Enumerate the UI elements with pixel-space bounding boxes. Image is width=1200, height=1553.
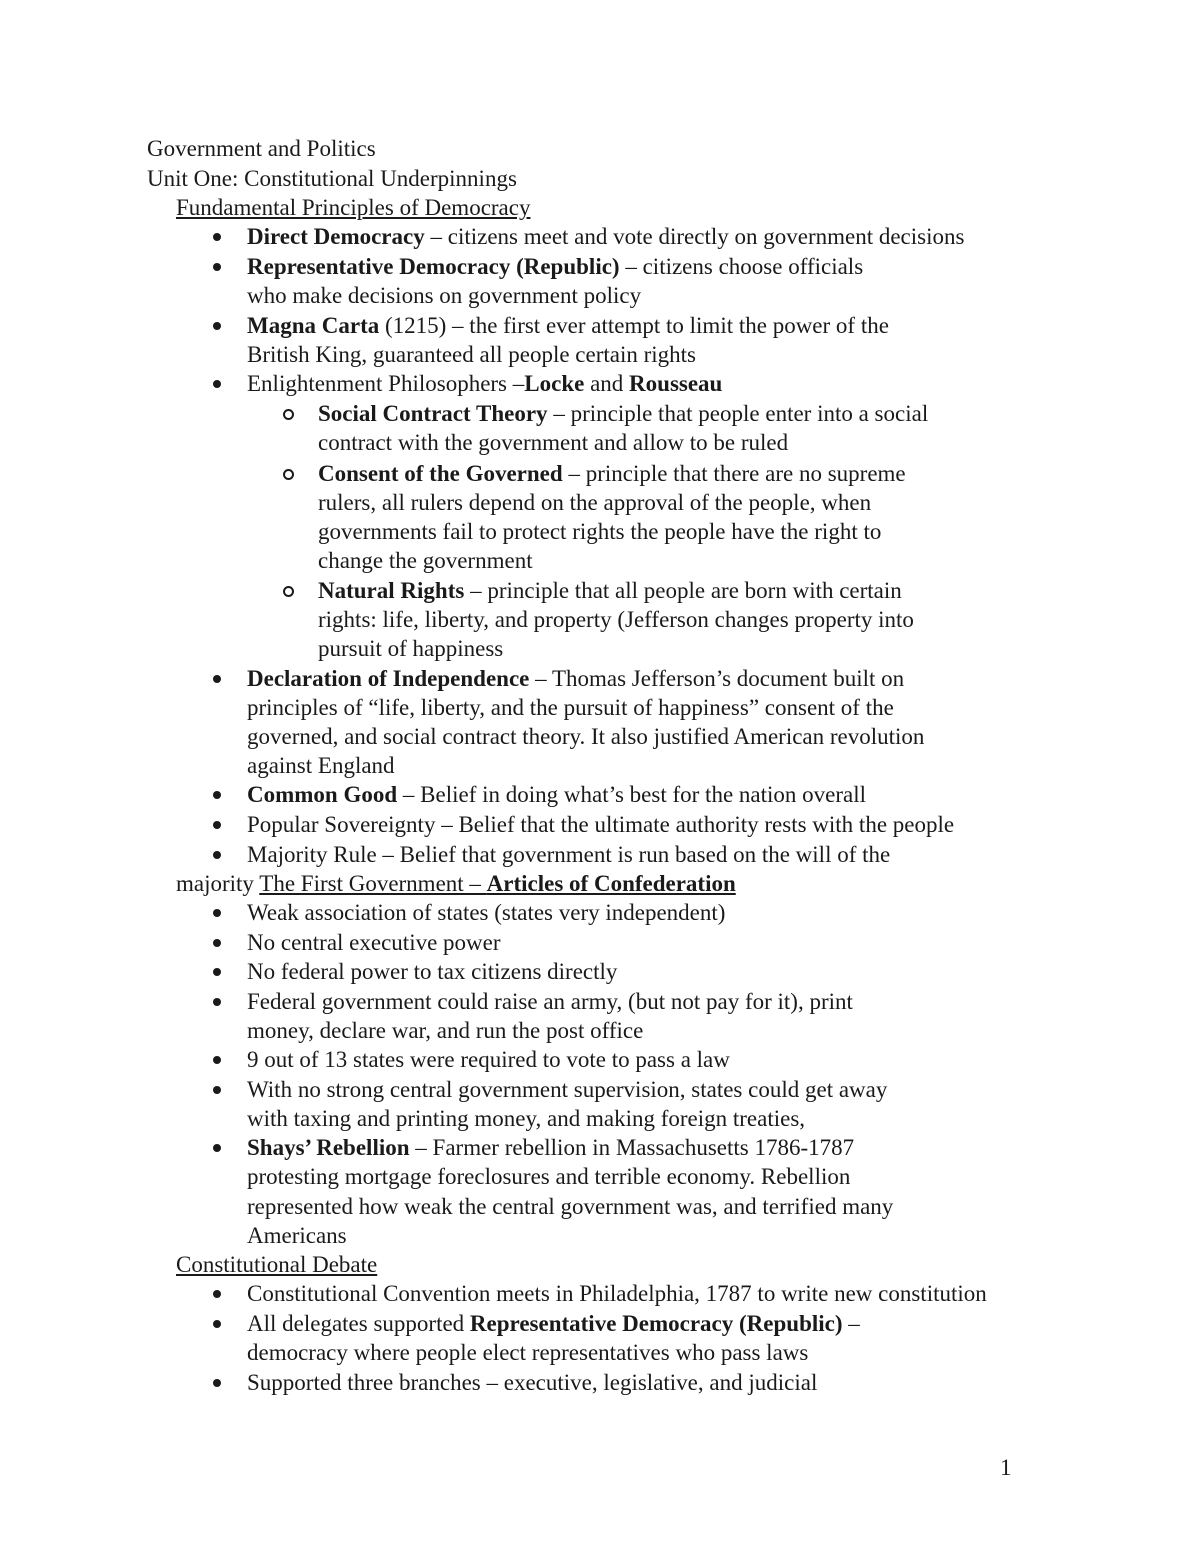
term: Common Good [247, 782, 398, 807]
definition: – principle that people enter into a social [547, 401, 929, 426]
definition-continued: change the government [318, 548, 533, 573]
bullet-icon [213, 998, 221, 1006]
section-heading-principles: Fundamental Principles of Democracy [176, 195, 531, 220]
term: Shays’ Rebellion [247, 1135, 410, 1160]
term: Magna Carta [247, 313, 380, 338]
term: Consent of the Governed [318, 461, 563, 486]
bullet-icon [213, 1290, 221, 1298]
definition: – Farmer rebellion in Massachusetts 1786-1787 [409, 1135, 855, 1160]
definition-continued: against England [247, 753, 395, 778]
definition-continued: governments fail to protect rights the people have the right to [318, 519, 882, 544]
list-item-declaration [247, 664, 904, 693]
term: Social Contract Theory [318, 401, 548, 426]
bullet-icon [213, 909, 221, 917]
list-item-convention: Constitutional Convention meets in Philadelphia, 1787 to write new constitution [247, 1281, 987, 1306]
list-item-continued: money, declare war, and run the post office [247, 1018, 644, 1043]
list-item-magna-carta [247, 311, 889, 340]
list-item-direct-democracy [247, 222, 964, 251]
unit-title: Unit One: Constitutional Underpinnings [147, 166, 517, 191]
sub-item-social-contract [318, 399, 928, 428]
bullet-icon [213, 1086, 221, 1094]
course-title: Government and Politics [147, 136, 376, 161]
list-item-majority-rule: Majority Rule – Belief that government is run based on the will of the [247, 842, 891, 867]
sub-bullet-icon [283, 586, 294, 597]
bullet-icon [213, 233, 221, 241]
prefix: Enlightenment Philosophers – [247, 371, 525, 396]
suffix: – [842, 1311, 860, 1336]
sub-bullet-icon [283, 469, 294, 480]
definition-continued: principles of “life, liberty, and the pursuit of happiness” consent of the [247, 695, 894, 720]
definition-continued: protesting mortgage foreclosures and terrible economy. Rebellion [247, 1164, 851, 1189]
definition-continued: governed, and social contract theory. It also justified American revolution [247, 724, 925, 749]
list-item-branches: Supported three branches – executive, legislative, and judicial [247, 1370, 818, 1395]
prefix: All delegates supported [247, 1311, 470, 1336]
definition: – Thomas Jefferson’s document built on [529, 666, 905, 691]
definition-continued: Americans [247, 1223, 347, 1248]
bullet-icon [213, 939, 221, 947]
definition: – citizens choose officials [619, 254, 864, 279]
bullet-icon [213, 1056, 221, 1064]
definition-continued: contract with the government and allow to be ruled [318, 430, 789, 455]
definition: – principle that there are no supreme [562, 461, 906, 486]
list-item-enlightenment [247, 369, 722, 398]
list-item-continued: with taxing and printing money, and making foreign treaties, [247, 1106, 806, 1131]
majority-continued: majority [176, 871, 260, 896]
bullet-icon [213, 1144, 221, 1152]
list-item: Weak association of states (states very independent) [247, 900, 726, 925]
list-item-continued: democracy where people elect representatives who pass laws [247, 1340, 809, 1365]
list-item-nine-of-thirteen: 9 out of 13 states were required to vote to pass a law [247, 1047, 730, 1072]
definition-continued: represented how weak the central government was, and terrified many [247, 1194, 894, 1219]
list-item-shays-rebellion [247, 1133, 854, 1162]
definition: – Belief in doing what’s best for the nation overall [397, 782, 866, 807]
term: Representative Democracy (Republic) [247, 254, 620, 279]
section-heading-first-government: The First Government – [259, 871, 487, 896]
philosopher-locke: Locke [524, 371, 585, 396]
term: Direct Democracy [247, 224, 425, 249]
bullet-icon [213, 675, 221, 683]
bullet-icon [213, 1379, 221, 1387]
definition: (1215) – the first ever attempt to limit the power of the [379, 313, 889, 338]
definition-continued: British King, guaranteed all people certain rights [247, 342, 697, 367]
bullet-icon [213, 322, 221, 330]
definition: – citizens meet and vote directly on government decisions [424, 224, 965, 249]
bullet-icon [213, 851, 221, 859]
list-item-representative-democracy [247, 252, 863, 281]
bullet-icon [213, 791, 221, 799]
list-item-no-strong-government: With no strong central government supervision, states could get away [247, 1077, 888, 1102]
definition: – principle that all people are born with certain [464, 578, 902, 603]
list-item-delegates [247, 1309, 860, 1338]
definition-continued: rulers, all rulers depend on the approval of the people, when [318, 490, 872, 515]
philosopher-rousseau: Rousseau [629, 371, 723, 396]
list-item-popular-sovereignty: Popular Sovereignty – Belief that the ultimate authority rests with the people [247, 812, 955, 837]
definition-continued: pursuit of happiness [318, 636, 504, 661]
term: Natural Rights [318, 578, 465, 603]
list-item-common-good [247, 780, 866, 809]
list-item: No central executive power [247, 930, 501, 955]
term: Declaration of Independence [247, 666, 530, 691]
section-heading-articles: Articles of Confederation [486, 871, 736, 896]
list-item-federal-government: Federal government could raise an army, (but not pay for it), print [247, 989, 853, 1014]
bullet-icon [213, 1320, 221, 1328]
section-heading-line [176, 869, 736, 898]
section-heading-constitutional-debate: Constitutional Debate [176, 1252, 378, 1277]
list-item: No federal power to tax citizens directly [247, 959, 618, 984]
sub-item-natural-rights [318, 576, 902, 605]
bullet-icon [213, 821, 221, 829]
sub-bullet-icon [283, 409, 294, 420]
term: Representative Democracy (Republic) [469, 1311, 843, 1336]
sub-item-consent-governed [318, 459, 906, 488]
bullet-icon [213, 380, 221, 388]
page-number: 1 [1000, 1455, 1012, 1480]
definition-continued: rights: life, liberty, and property (Jefferson changes property into [318, 607, 914, 632]
definition-continued: who make decisions on government policy [247, 283, 642, 308]
conjunction: and [584, 371, 630, 396]
bullet-icon [213, 968, 221, 976]
bullet-icon [213, 263, 221, 271]
